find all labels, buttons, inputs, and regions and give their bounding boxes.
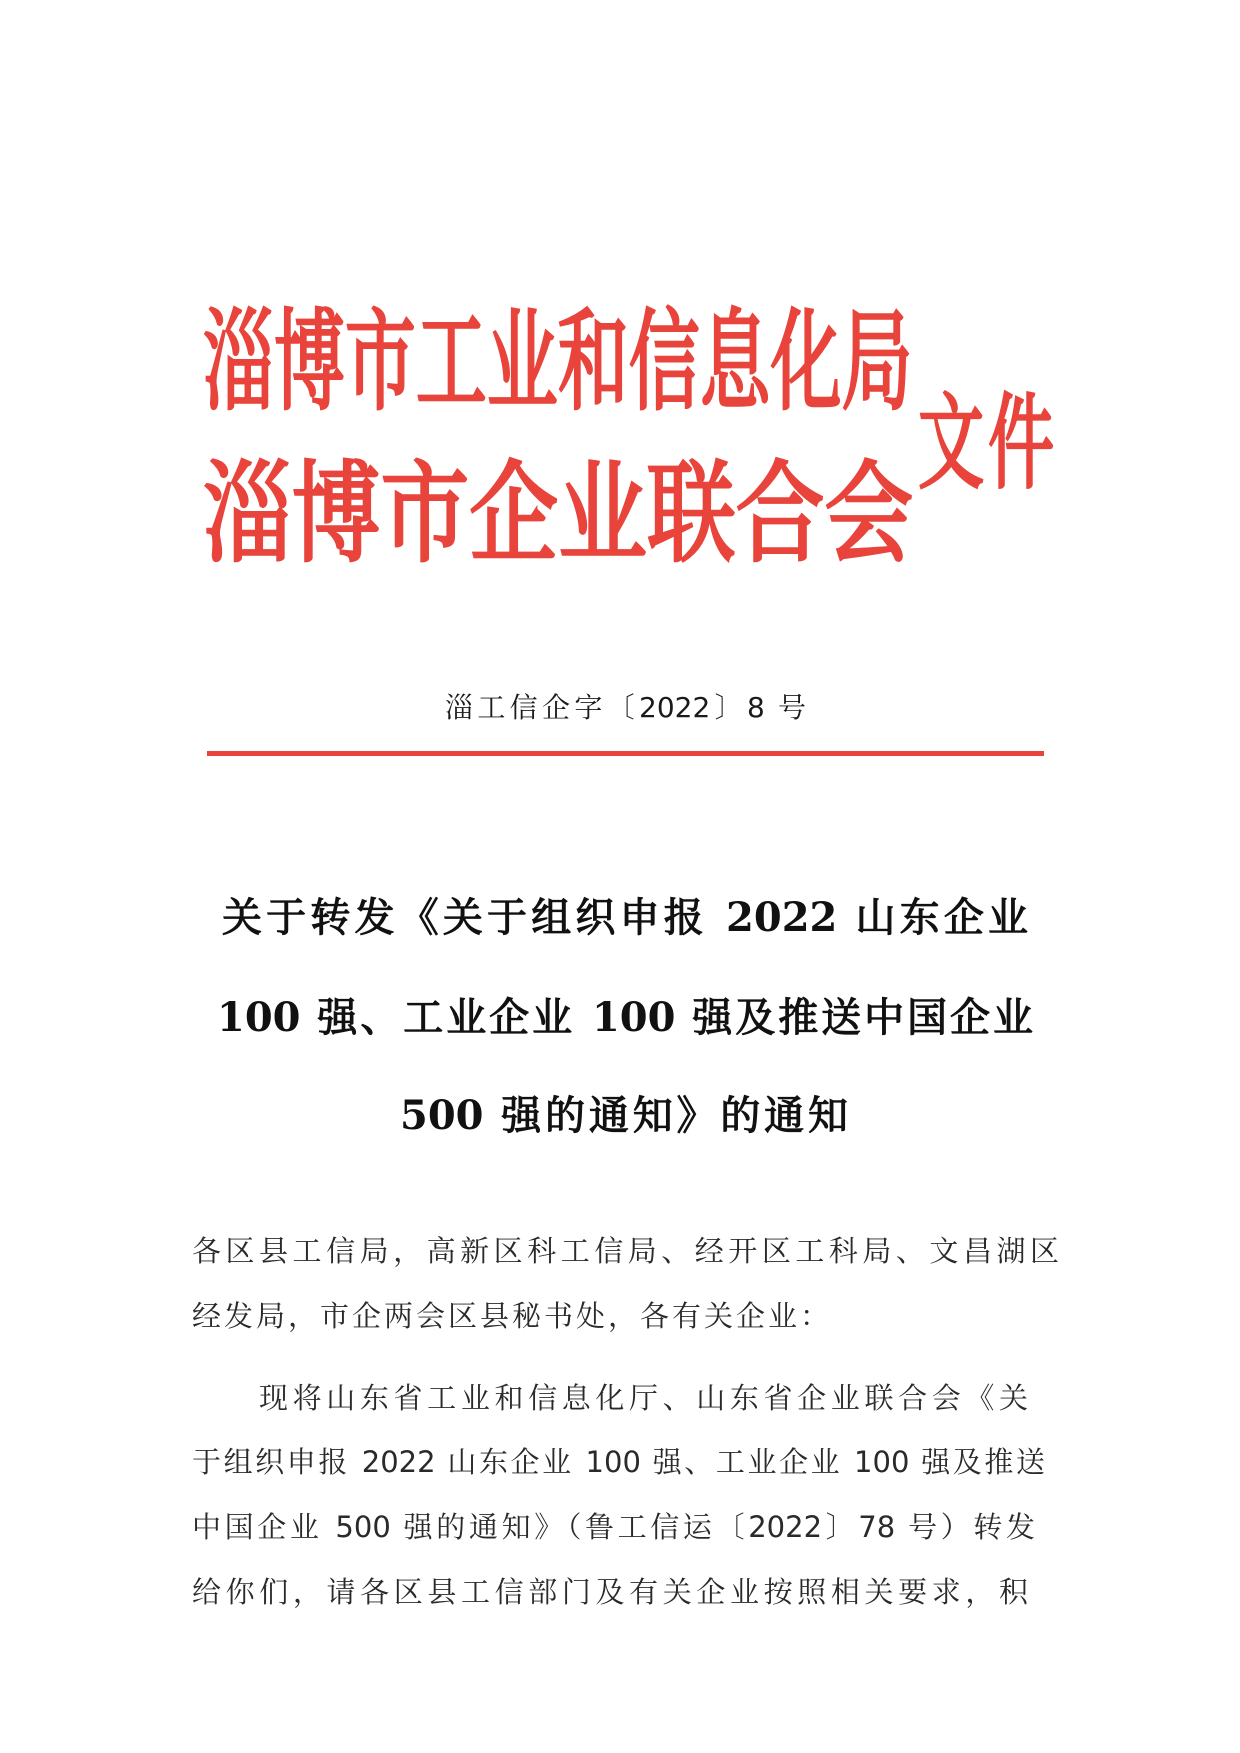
- salutation-line: 经发局，市企两会区县秘书处，各有关企业：: [192, 1299, 833, 1333]
- issuer-name-line-1-text: 淄博市工业和信息化局: [203, 297, 913, 426]
- body-paragraph-line: 于组织申报 2022 山东企业 100 强、工业企业 100 强及推送: [192, 1445, 1045, 1479]
- document-marker: [918, 381, 1055, 504]
- body-paragraph-line: 中国企业 500 强的通知》（鲁工信运〔2022〕78 号）转发: [192, 1510, 1035, 1544]
- document-marker-text: 文件: [918, 381, 1055, 504]
- body-paragraph-line: 给你们，请各区县工信部门及有关企业按照相关要求，积: [192, 1575, 1028, 1609]
- issuer-name-line-1: [203, 297, 913, 426]
- red-separator-rule: [207, 751, 1044, 756]
- body-paragraph-line: 现将山东省工业和信息化厅、山东省企业联合会《关: [259, 1381, 1028, 1415]
- document-number: 淄工信企字〔2022〕8 号: [445, 691, 806, 724]
- salutation-line: 各区县工信局，高新区科工信局、经开区工科局、文昌湖区: [192, 1234, 1059, 1268]
- title-line: 100 强、工业企业 100 强及推送中国企业: [217, 994, 1033, 1041]
- title-line: 关于转发《关于组织申报 2022 山东企业: [222, 894, 1028, 941]
- issuer-name-line-2: [203, 449, 914, 578]
- title-line: 500 强的通知》的通知: [400, 1092, 848, 1139]
- issuer-name-line-2-text: 淄博市企业联合会: [203, 449, 914, 578]
